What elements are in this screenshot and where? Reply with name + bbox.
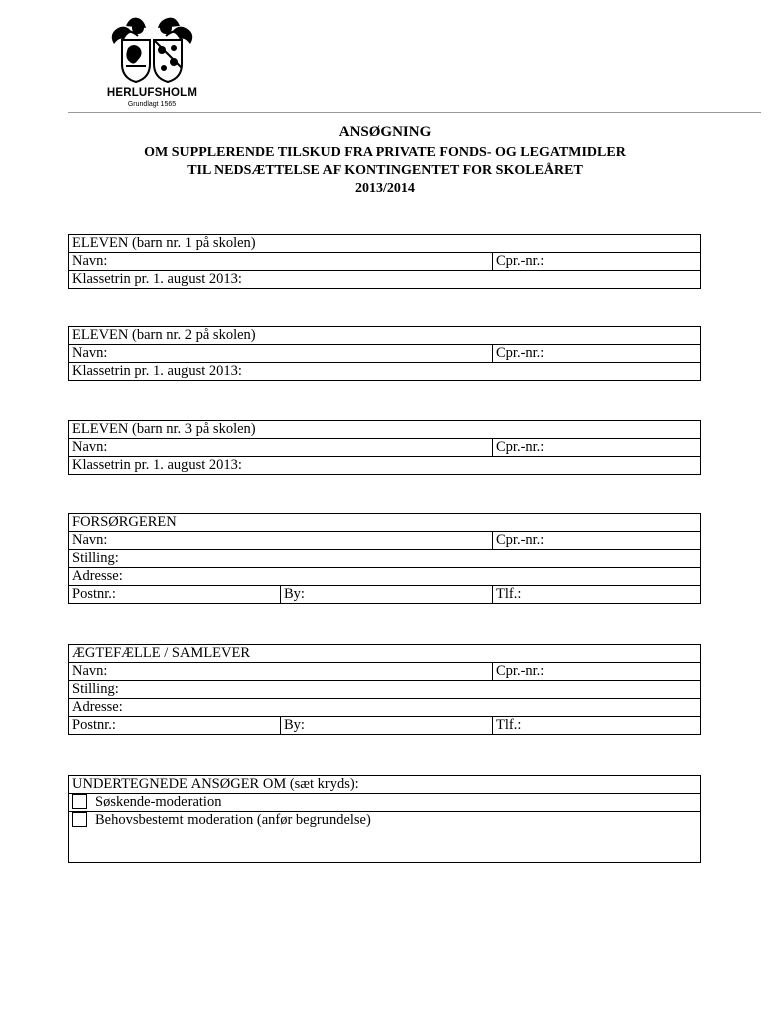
coat-of-arms-icon — [104, 14, 200, 88]
student-2-table — [68, 326, 701, 381]
title-line-2: OM SUPPLERENDE TILSKUD FRA PRIVATE FONDS- OG LEGATMIDLER — [144, 145, 626, 160]
spouse-table — [68, 644, 701, 735]
student-2-grade-field[interactable]: Klassetrin pr. 1. august 2013: — [69, 363, 701, 381]
option-needs-row — [69, 812, 701, 863]
student-3-name-field[interactable]: Navn: — [69, 439, 493, 457]
spouse-name-field[interactable]: Navn: — [69, 663, 493, 681]
herlufsholm-logo — [104, 14, 200, 110]
title-line-1: ANSØGNING — [338, 124, 432, 140]
student-1-cpr-field[interactable]: Cpr.-nr.: — [493, 253, 701, 271]
student-2-name-field[interactable]: Navn: — [69, 345, 493, 363]
needs-based-checkbox[interactable] — [72, 812, 87, 827]
spouse-position-field[interactable]: Stilling: — [69, 681, 701, 699]
spouse-header: ÆGTEFÆLLE / SAMLEVER — [69, 645, 701, 663]
spouse-city-field[interactable]: By: — [281, 717, 493, 735]
guardian-table — [68, 513, 701, 604]
guardian-name-field[interactable]: Navn: — [69, 532, 493, 550]
guardian-city-field[interactable]: By: — [281, 586, 493, 604]
student-2-cpr-field[interactable]: Cpr.-nr.: — [493, 345, 701, 363]
spouse-postal-field[interactable]: Postnr.: — [69, 717, 281, 735]
title-line-4: 2013/2014 — [355, 181, 415, 196]
guardian-address-field[interactable]: Adresse: — [69, 568, 701, 586]
option-sibling-row — [69, 794, 701, 812]
application-table — [68, 775, 701, 863]
student-1-name-field[interactable]: Navn: — [69, 253, 493, 271]
student-3-header: ELEVEN (barn nr. 3 på skolen) — [69, 421, 701, 439]
logo-name: HERLUFSHOLM — [106, 87, 198, 99]
student-1-grade-field[interactable]: Klassetrin pr. 1. august 2013: — [69, 271, 701, 289]
student-3-cpr-field[interactable]: Cpr.-nr.: — [493, 439, 701, 457]
option-sibling-label: Søskende-moderation — [95, 794, 222, 810]
guardian-position-field[interactable]: Stilling: — [69, 550, 701, 568]
spouse-phone-field[interactable]: Tlf.: — [493, 717, 701, 735]
header-rule — [68, 112, 761, 113]
student-2-header: ELEVEN (barn nr. 2 på skolen) — [69, 327, 701, 345]
spouse-cpr-field[interactable]: Cpr.-nr.: — [493, 663, 701, 681]
title-line-3: TIL NEDSÆTTELSE AF KONTINGENTET FOR SKOLEÅRET — [187, 163, 583, 178]
student-3-table — [68, 420, 701, 475]
student-1-header: ELEVEN (barn nr. 1 på skolen) — [69, 235, 701, 253]
student-1-table — [68, 234, 701, 289]
option-needs-label: Behovsbestemt moderation (anfør begrundelse) — [95, 812, 371, 828]
guardian-phone-field[interactable]: Tlf.: — [493, 586, 701, 604]
guardian-postal-field[interactable]: Postnr.: — [69, 586, 281, 604]
spouse-address-field[interactable]: Adresse: — [69, 699, 701, 717]
application-header: UNDERTEGNEDE ANSØGER OM (sæt kryds): — [69, 776, 701, 794]
guardian-cpr-field[interactable]: Cpr.-nr.: — [493, 532, 701, 550]
sibling-discount-checkbox[interactable] — [72, 794, 87, 809]
logo-founded: Grundlagt 1565 — [127, 101, 177, 108]
student-3-grade-field[interactable]: Klassetrin pr. 1. august 2013: — [69, 457, 701, 475]
guardian-header: FORSØRGEREN — [69, 514, 701, 532]
